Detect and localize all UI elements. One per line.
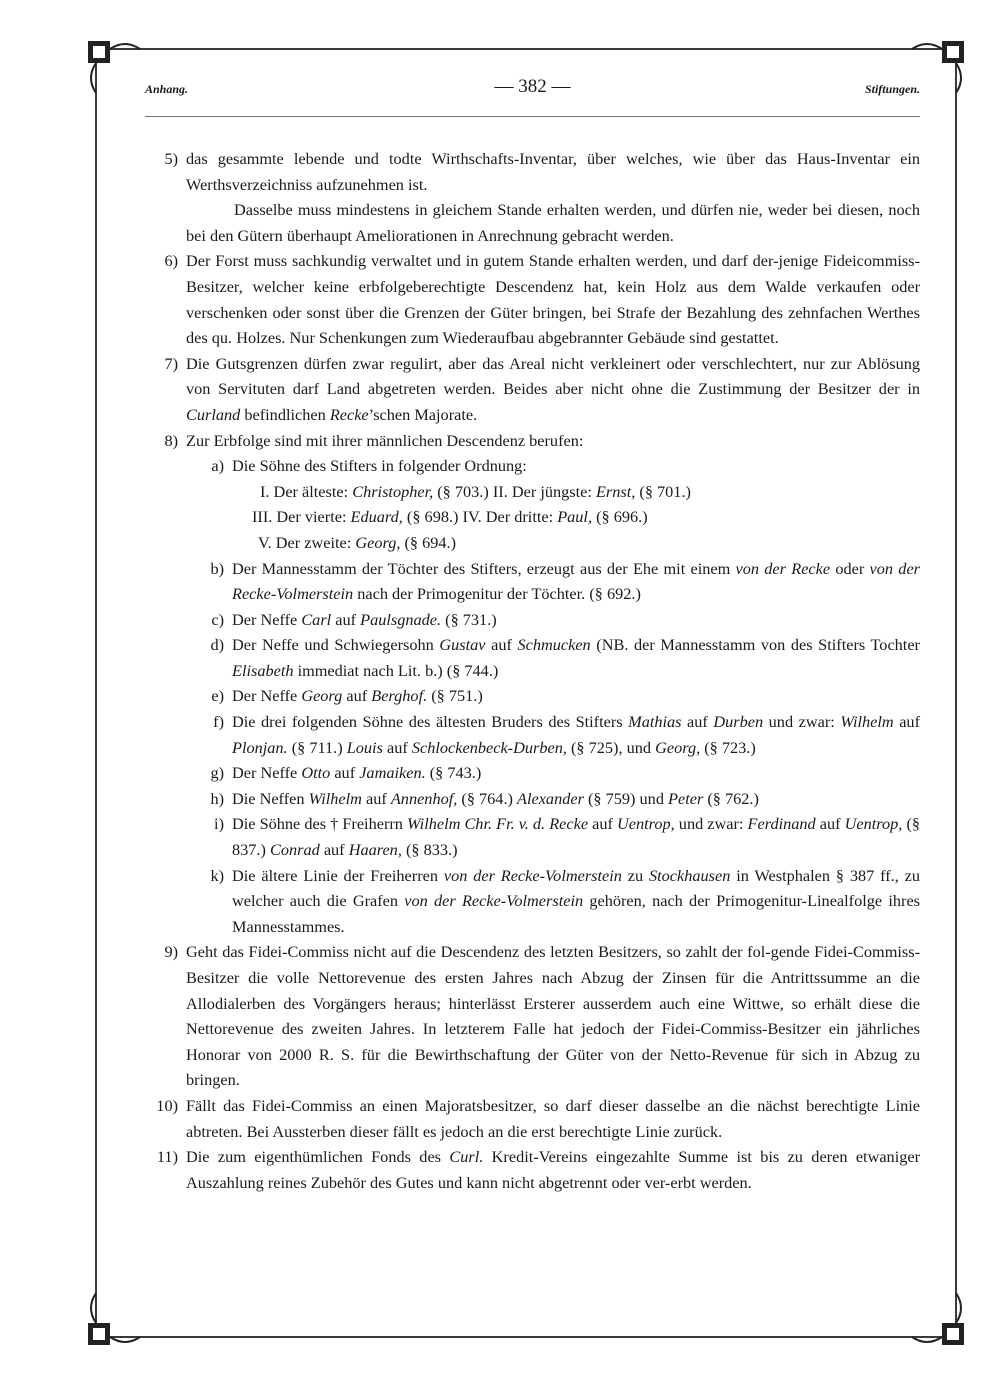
- item-8-b: b) Der Mannesstamm der Töchter des Stifters, erzeugt aus der Ehe mit einem von der Recke oder von der Recke-Volmerstein nach der Primogenitur der Töchter. (§ 692.): [210, 558, 921, 604]
- header-right: Stiftungen.: [864, 82, 920, 96]
- item-8-h: h) Die Neffen Wilhelm auf Annenhof, (§ 764.) Alexander (§ 759) und Peter (§ 762.): [210, 788, 759, 808]
- item-8-k: k) Die ältere Linie der Freiherren von der Recke-Volmerstein zu Stockhausen in Westphalen § 387 ff., zu welcher auch die Grafen von der Recke-Volmerstein gehören, nach der Primogenitur-Linealfolge ihres Mannesstammes.: [210, 865, 921, 936]
- sons-list: [140, 479, 920, 556]
- item-10: 10) Fällt das Fidei-Commiss an einen Majoratsbesitzer, so darf dieser dasselbe an die nächst berechtigte Linie abtreten. Bei Aussterben dieser fällt es jedoch an die erst berechtigte Linie zurück.: [156, 1095, 920, 1141]
- item-8-c: c) Der Neffe Carl auf Paulsgnade. (§ 731.): [211, 609, 497, 629]
- sons-line-2: III. Der vierte: Eduard, (§ 698.) IV. Der dritte: Paul, (§ 696.): [252, 507, 648, 527]
- header-left: Anhang.: [145, 82, 189, 96]
- corner-ornament-top-left: [80, 33, 150, 103]
- sons-line-3: V. Der zweite: Georg, (§ 694.): [258, 532, 457, 552]
- page-header: [145, 76, 920, 106]
- corner-ornament-bottom-left: [80, 1283, 150, 1353]
- item-5: 5) das gesammte lebende und todte Wirthschafts-Inventar, über welches, wie über das Haus-Inventar ein Werthsverzeichniss aufzunehmen ist.: [164, 149, 920, 194]
- page-number: — 382 —: [494, 76, 571, 97]
- item-8-g: g) Der Neffe Otto auf Jamaiken. (§ 743.): [210, 763, 482, 783]
- header-rule: [145, 116, 920, 117]
- item-8-d: d) Der Neffe und Schwiegersohn Gustav auf Schmucken (NB. der Mannesstamm von des Stifters Tochter Elisabeth immediat nach Lit. b.) (§ 744.): [210, 635, 920, 680]
- item-8: 8) Zur Erbfolge sind mit ihrer männlichen Descendenz berufen:: [164, 430, 584, 450]
- item-11: 11) Die zum eigenthümlichen Fonds des Curl. Kredit-Vereins eingezahlte Summe ist bis zu deren etwaniger Auszahlung reines Zubehör des Gutes und kann nicht abgetrennt oder ver-erbt werden.: [156, 1147, 921, 1192]
- item-8-i: i) Die Söhne des † Freiherrn Wilhelm Chr. Fr. v. d. Recke auf Uentrop, und zwar: Ferdinand auf Uentrop, (§ 837.) Conrad auf Haaren, (§ 833.): [214, 814, 921, 860]
- page-body: [140, 146, 920, 1195]
- item-7: 7) Die Gutsgrenzen dürfen zwar regulirt, aber das Areal nicht verkleinert oder verschlechtert, nur zur Ablösung von Servituten darf Land abgetreten werden. Beides aber nicht ohne die Zustimmung der Besitzer der in Curland befindlichen Recke’schen Majorate.: [164, 353, 920, 424]
- item-8-e: e) Der Neffe Georg auf Berghof. (§ 751.): [211, 686, 483, 706]
- item-5-continuation: Dasselbe muss mindestens in gleichem Stande erhalten werden, und dürfen nie, weder bei diesen, noch bei den Gütern überhaupt Ameliorationen in Anrechnung gebracht werden.: [186, 200, 920, 245]
- item-9: 9) Geht das Fidei-Commiss nicht auf die Descendenz des letzten Besitzers, so zahlt der fol-gende Fidei-Commiss-Besitzer die volle Nettorevenue des ersten Jahres nach Abzug der Zinsen für die Antrittssumme an die Allodialerben des Vorgängers heraus; hinterlässt Ersterer ausserdem auch eine Wittwe, so erhält diese die Nettorevenue des zweiten Jahres. In letzterem Falle hat jedoch der Fidei-Commiss-Besitzer ein jährliches Honorar von 2000 R. S. für die Bewirthschaftung der Güter von der Netto-Revenue für sich in Abzug zu bringen.: [164, 942, 920, 1090]
- item-8-f: f) Die drei folgenden Söhne des ältesten Bruders des Stifters Mathias auf Durben und zwar: Wilhelm auf Plonjan. (§ 711.) Louis auf Schlockenbeck-Durben, (§ 725), und Georg, (§ 723.): [213, 712, 920, 757]
- sons-line-1: I. Der älteste: Christopher, (§ 703.) II. Der jüngste: Ernst, (§ 701.): [260, 481, 691, 501]
- corner-ornament-bottom-right: [902, 1283, 972, 1353]
- item-8-a: a) Die Söhne des Stifters in folgender Ordnung:: [211, 456, 527, 476]
- item-6: 6) Der Forst muss sachkundig verwaltet und in gutem Stande erhalten werden, und darf der-jenige Fideicommiss-Besitzer, welcher keine erbfolgeberechtigte Descendenz hat, kein Holz aus dem Walde verkaufen oder verschenken oder sonst über die Grenzen der Güter bringen, bei Strafe der Bezahlung des zehnfachen Werthes des qu. Holzes. Nur Schenkungen zum Wiederaufbau abgebrannter Gebäude sind gestattet.: [164, 251, 920, 348]
